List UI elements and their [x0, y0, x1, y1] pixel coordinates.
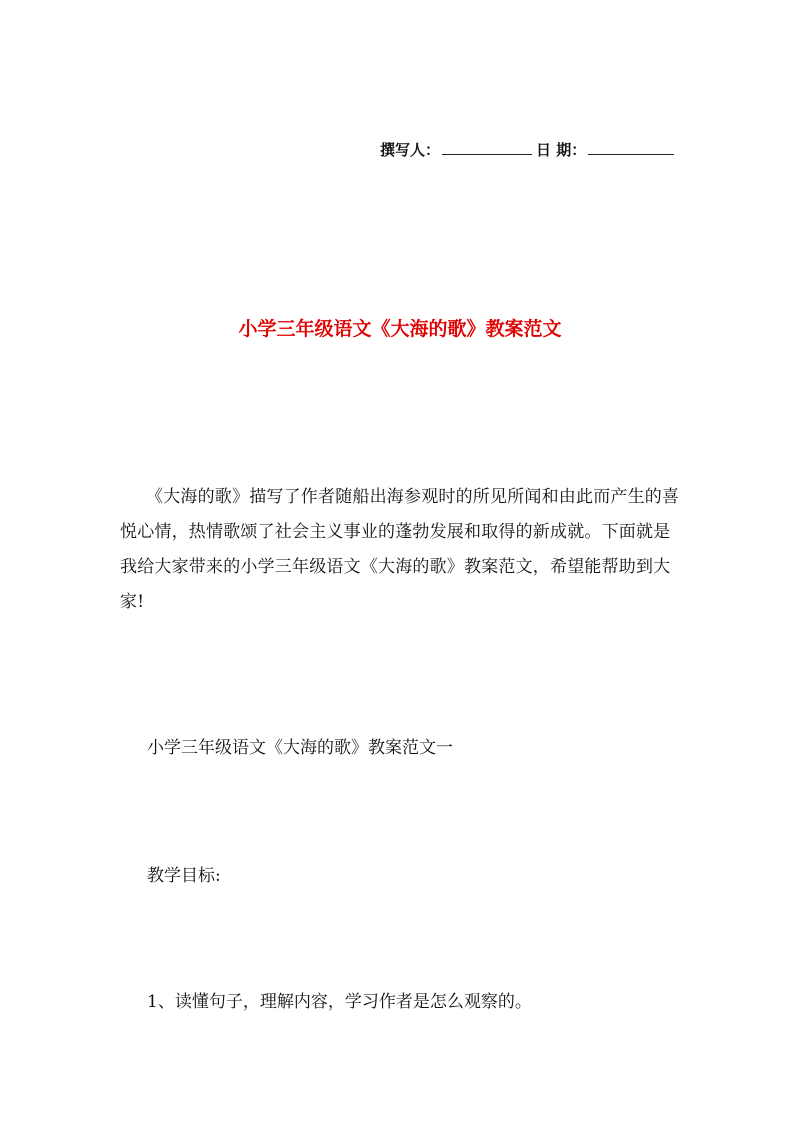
- header-meta: [380, 138, 674, 160]
- objective-item-1: 1、读懂句子，理解内容，学习作者是怎么观察的。: [147, 992, 532, 1012]
- author-label: 撰写人：: [380, 141, 441, 159]
- intro-paragraph: 《大海的歌》描写了作者随船出海参观时的所见所闻和由此而产生的喜悦心情，热情歌颂了社会主义事业的蓬勃发展和取得的新成就。下面就是我给大家带来的小学三年级语文《大海的歌》教案范文，希望能帮助到大家!: [120, 487, 680, 612]
- objectives-label: 教学目标:: [147, 866, 221, 886]
- date-label: 日 期：: [536, 141, 587, 159]
- author-blank-line: [442, 138, 532, 155]
- date-blank-line: [588, 138, 674, 155]
- document-title: 小学三年级语文《大海的歌》教案范文: [238, 318, 562, 340]
- section-subtitle: 小学三年级语文《大海的歌》教案范文一: [147, 738, 453, 758]
